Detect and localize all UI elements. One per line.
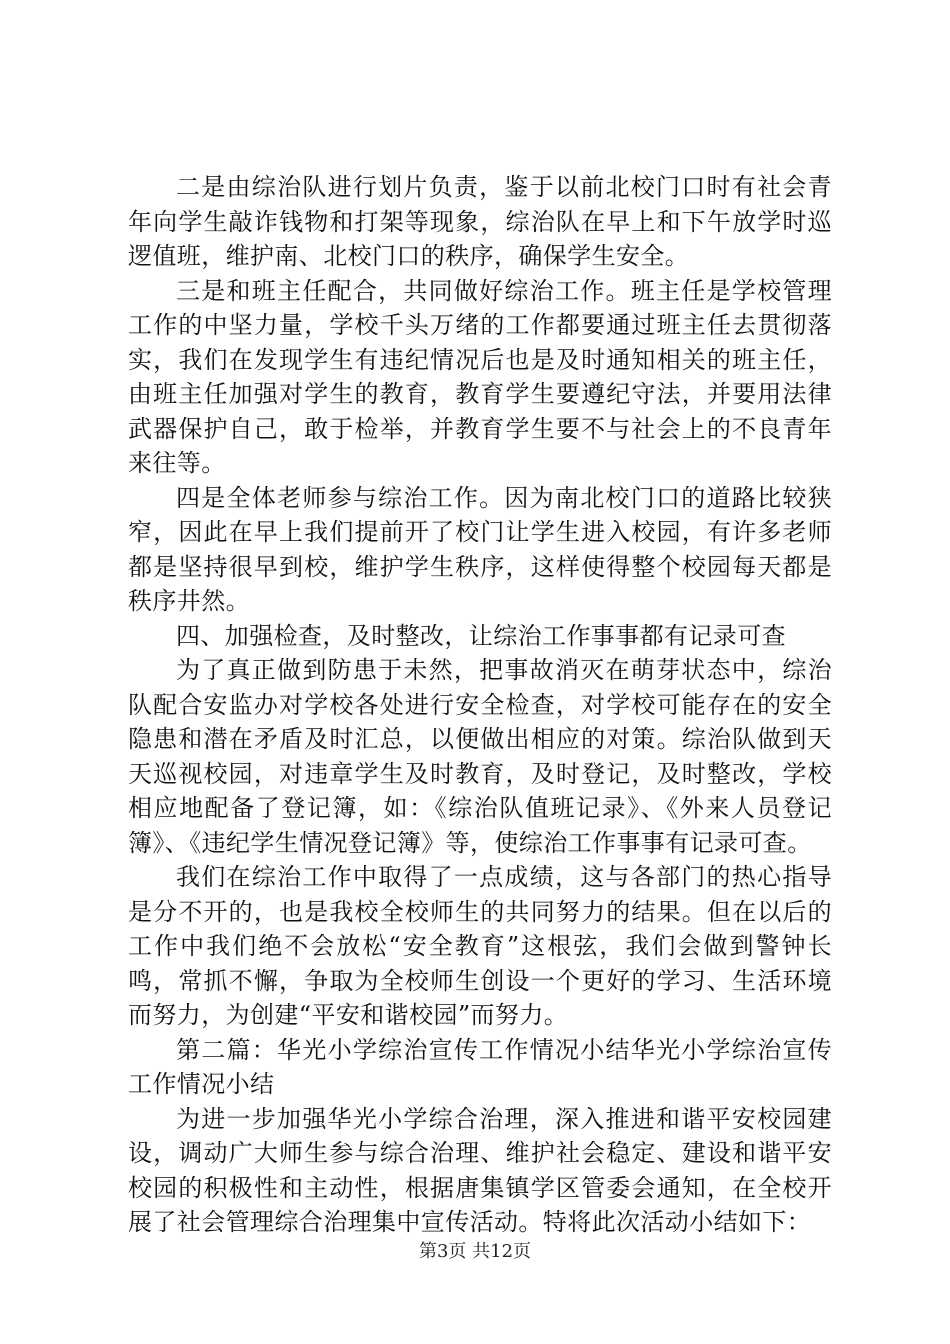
paragraph: 三是和班主任配合，共同做好综治工作。班主任是学校管理工作的中坚力量，学校千头万绪的工作都要通过班主任去贯彻落实，我们在发现学生有违纪情况后也是及时通知相关的班主任，由班主任加强对学生的教育，教育学生要遵纪守法，并要用法律武器保护自己，敢于检举，并教育学生要不与社会上的不良青年来往等。	[128, 276, 832, 477]
paragraph: 二是由综治队进行划片负责，鉴于以前北校门口时有社会青年向学生敲诈钱物和打架等现象，综治队在早上和下午放学时巡逻值班，维护南、北校门口的秩序，确保学生安全。	[128, 173, 832, 270]
paragraph: 为了真正做到防患于未然，把事故消灭在萌芽状态中，综治队配合安监办对学校各处进行安全检查，对学校可能存在的安全隐患和潜在矛盾及时汇总，以便做出相应的对策。综治队做到天天巡视校园，对违章学生及时教育，及时登记，及时整改，学校相应地配备了登记簿，如：《综治队值班记录》、《外来人员登记簿》、《违纪学生情况登记簿》等，使综治工作事事有记录可查。	[128, 656, 832, 857]
page-number: 第3页 共12页	[418, 1241, 532, 1262]
paragraph: 四是全体老师参与综治工作。因为南北校门口的道路比较狭窄，因此在早上我们提前开了校门让学生进入校园，有许多老师都是坚持很早到校，维护学生秩序，这样使得整个校园每天都是秩序井然。	[128, 483, 832, 615]
paragraph: 我们在综治工作中取得了一点成绩，这与各部门的热心指导是分不开的，也是我校全校师生的共同努力的结果。但在以后的工作中我们绝不会放松“安全教育”这根弦，我们会做到警钟长鸣，常抓不懈，争取为全校师生创设一个更好的学习、生活环境而努力，为创建“平安和谐校园”而努力。	[128, 863, 832, 1029]
section-heading: 四、加强检查，及时整改，让综治工作事事都有记录可查	[176, 621, 786, 650]
chapter-title: 第二篇：华光小学综治宣传工作情况小结华光小学综治宣传工作情况小结	[128, 1035, 832, 1098]
document-body	[128, 170, 832, 1240]
paragraph: 为进一步加强华光小学综合治理，深入推进和谐平安校园建设，调动广大师生参与综合治理、维护社会稳定、建设和谐平安校园的积极性和主动性，根据唐集镇学区管委会通知，在全校开展了社会管理综合治理集中宣传活动。特将此次活动小结如下：	[128, 1104, 832, 1236]
